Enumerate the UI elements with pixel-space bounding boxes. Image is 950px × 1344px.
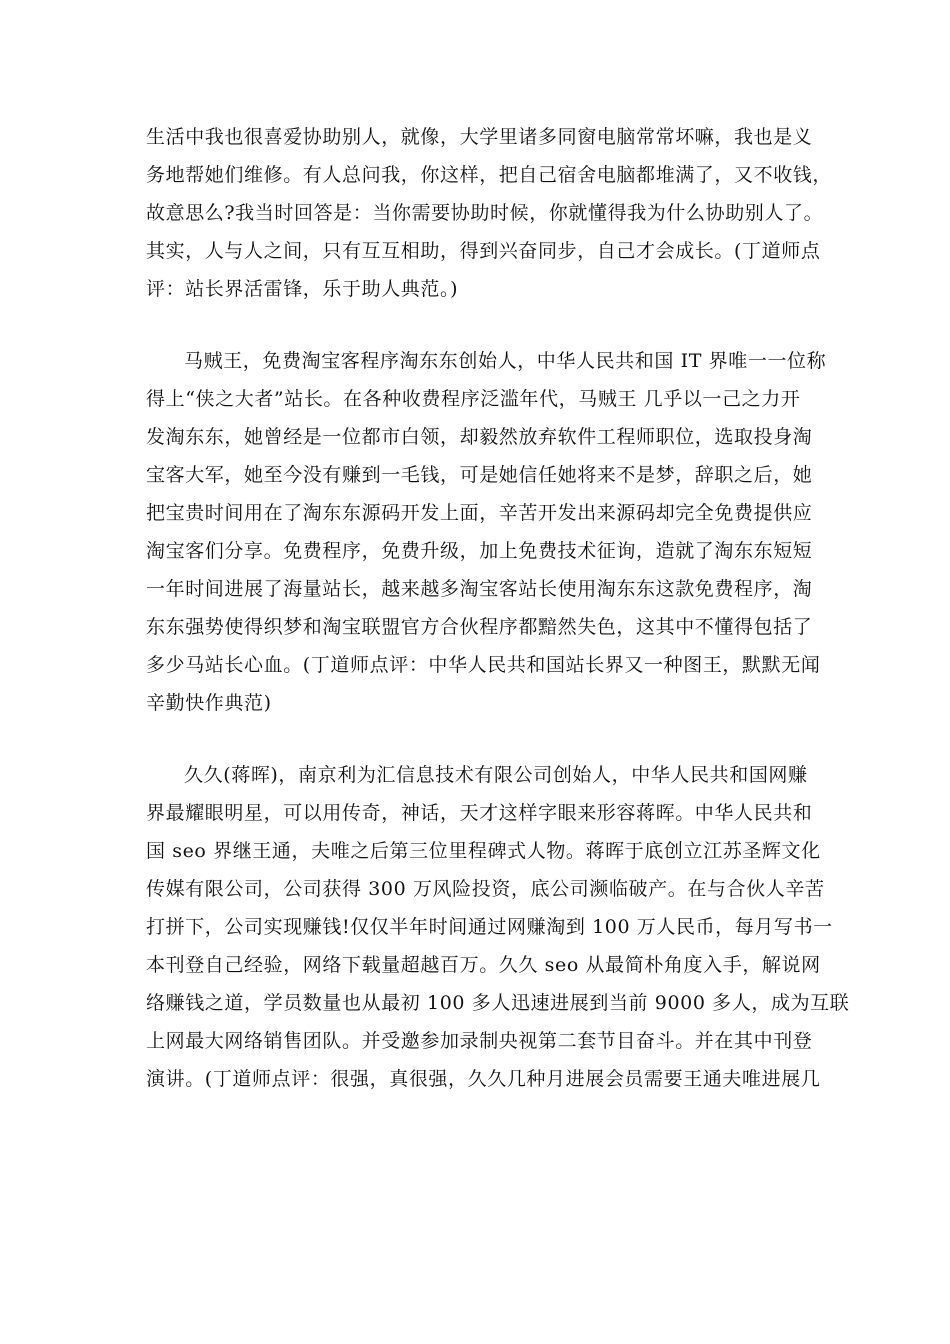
paragraph-line: 辛勤快作典范) [146,692,272,714]
paragraph-1 [146,118,833,308]
paragraph-line: 东东强势使得织梦和淘宝联盟官方合伙程序都黯然失色，这其中不懂得包括了 [146,616,813,638]
paragraph-line: 上网最大网络销售团队。并受邀参加录制央视第二套节目奋斗。并在其中刊登 [146,1030,813,1052]
paragraph-line: 络赚钱之道，学员数量也从最初 100 多人迅速进展到当前 9000 多人，成为互联 [146,992,850,1014]
paragraph-line: 久久(蒋晖)，南京利为汇信息技术有限公司创始人，中华人民共和国网赚 [184,764,808,786]
paragraph-line: 生活中我也很喜爱协助别人，就像，大学里诸多同窗电脑常常坏嘛，我也是义 [146,126,813,148]
paragraph-line: 故意思么?我当时回答是：当你需要协助时候，你就懂得我为什么协助别人了。 [146,202,824,224]
paragraph-line: 发淘东东，她曾经是一位都市白领，却毅然放弃软件工程师职位，选取投身淘 [146,426,813,448]
paragraph-spacer [146,308,811,342]
paragraph-line: 演讲。(丁道师点评：很强，真很强，久久几种月进展会员需要王通夫唯进展几 [146,1068,821,1090]
paragraph-line: 宝客大军，她至今没有赚到一毛钱，可是她信任她将来不是梦，辞职之后，她 [146,464,813,486]
paragraph-3 [146,756,850,1098]
text-column [146,118,850,1098]
paragraph-line: 传媒有限公司，公司获得 300 万风险投资，底公司濒临破产。在与合伙人辛苦 [146,878,825,900]
paragraph-line: 本刊登自己经验，网络下载量超越百万。久久 seo 从最简朴角度入手，解说网 [146,954,821,976]
paragraph-2 [146,342,827,722]
paragraph-line: 务地帮她们维修。有人总问我，你这样，把自己宿舍电脑都堆满了，又不收钱， [146,164,833,186]
paragraph-line: 界最耀眼明星，可以用传奇，神话，天才这样字眼来形容蒋晖。中华人民共和 [146,802,813,824]
paragraph-line: 国 seo 界继王通，夫唯之后第三位里程碑式人物。蒋晖于底创立江苏圣辉文化 [146,840,821,862]
paragraph-line: 评：站长界活雷锋，乐于助人典范。) [146,278,459,300]
paragraph-line: 一年时间进展了海量站长，越来越多淘宝客站长使用淘东东这款免费程序，淘 [146,578,813,600]
paragraph-line: 打拼下，公司实现赚钱!仅仅半年时间通过网赚淘到 100 万人民币，每月写书一 [146,916,833,938]
paragraph-line: 马贼王，免费淘宝客程序淘东东创始人，中华人民共和国 IT 界唯一一位称 [184,350,827,372]
paragraph-line: 淘宝客们分享。免费程序，免费升级，加上免费技术征询，造就了淘东东短短 [146,540,813,562]
paragraph-line: 其实，人与人之间，只有互互相助，得到兴奋同步，自己才会成长。(丁道师点 [146,240,821,262]
paragraph-line: 多少马站长心血。(丁道师点评：中华人民共和国站长界又一种图王，默默无闻 [146,654,821,676]
paragraph-spacer [146,722,811,756]
paragraph-line: 把宝贵时间用在了淘东东源码开发上面，辛苦开发出来源码却完全免费提供应 [146,502,813,524]
paragraph-line: 得上“侠之大者”站长。在各种收费程序泛滥年代，马贼王 几乎以一己之力开 [146,388,801,410]
